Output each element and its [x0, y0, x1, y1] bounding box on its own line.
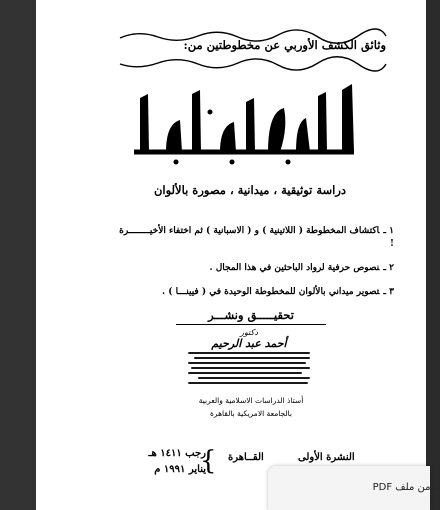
item-number: ١ ـ: [383, 226, 394, 236]
affiliation-line-2: بالجامعة الامريكية بالقاهرة: [210, 409, 292, 418]
author-label: دكتور: [240, 328, 258, 337]
document-subtitle: وثائق الكشف الأوربي عن مخطوطتين من:: [183, 38, 386, 52]
pdf-page: [36, 0, 426, 510]
affiliation-line-1: أستاذ الدراسات الاسلامية والعربية: [198, 396, 304, 405]
list-item-3: [118, 286, 394, 299]
author-stamp: [182, 328, 316, 392]
date-brace: {: [200, 446, 217, 476]
item-text: اكتشاف المخطوطة ( اللاتينية ) و ( الاسبانية ) ثم اختفاء الأخيــــــــرة !: [119, 226, 394, 249]
edit-title-rule: [176, 324, 326, 325]
document-description: دراسة توثيقية ، ميدانية ، مصورة بالألوان: [153, 183, 347, 197]
item-text: تصوير ميداني بالألوان للمخطوطة الوحيدة في ( فيينـــا ) .: [161, 287, 380, 297]
ornament-top-2: [118, 58, 388, 70]
item-text: نصوص حرفية لرواد الباحثين في هذا المجال .: [209, 263, 380, 273]
publication-date: [132, 446, 206, 478]
viewer-left-panel: [0, 0, 36, 510]
author-credentials: [188, 352, 310, 387]
toast-text: ...من ملف PDF: [372, 482, 440, 493]
edit-title: تحقيـــــق ونشـــر: [208, 308, 294, 322]
viewer-toast[interactable]: [268, 466, 440, 510]
item-number: ٢ ـ: [383, 263, 394, 273]
viewer-right-edge: [426, 0, 430, 510]
list-item-2: [118, 262, 394, 275]
item-number: ٣ ـ: [383, 287, 394, 297]
author-affiliation: [156, 394, 346, 420]
publication-city: القــاهرة: [228, 452, 264, 463]
date-hijri: رجب ١٤١١ هـ: [148, 448, 206, 459]
author-name: أحمد عبد الرحيم: [211, 337, 287, 350]
edition: النشرة الأولى: [298, 452, 355, 463]
date-gregorian: يناير ١٩٩١ م: [154, 464, 206, 475]
title-calligraphy: [128, 82, 360, 166]
list-item-1: [118, 225, 394, 251]
